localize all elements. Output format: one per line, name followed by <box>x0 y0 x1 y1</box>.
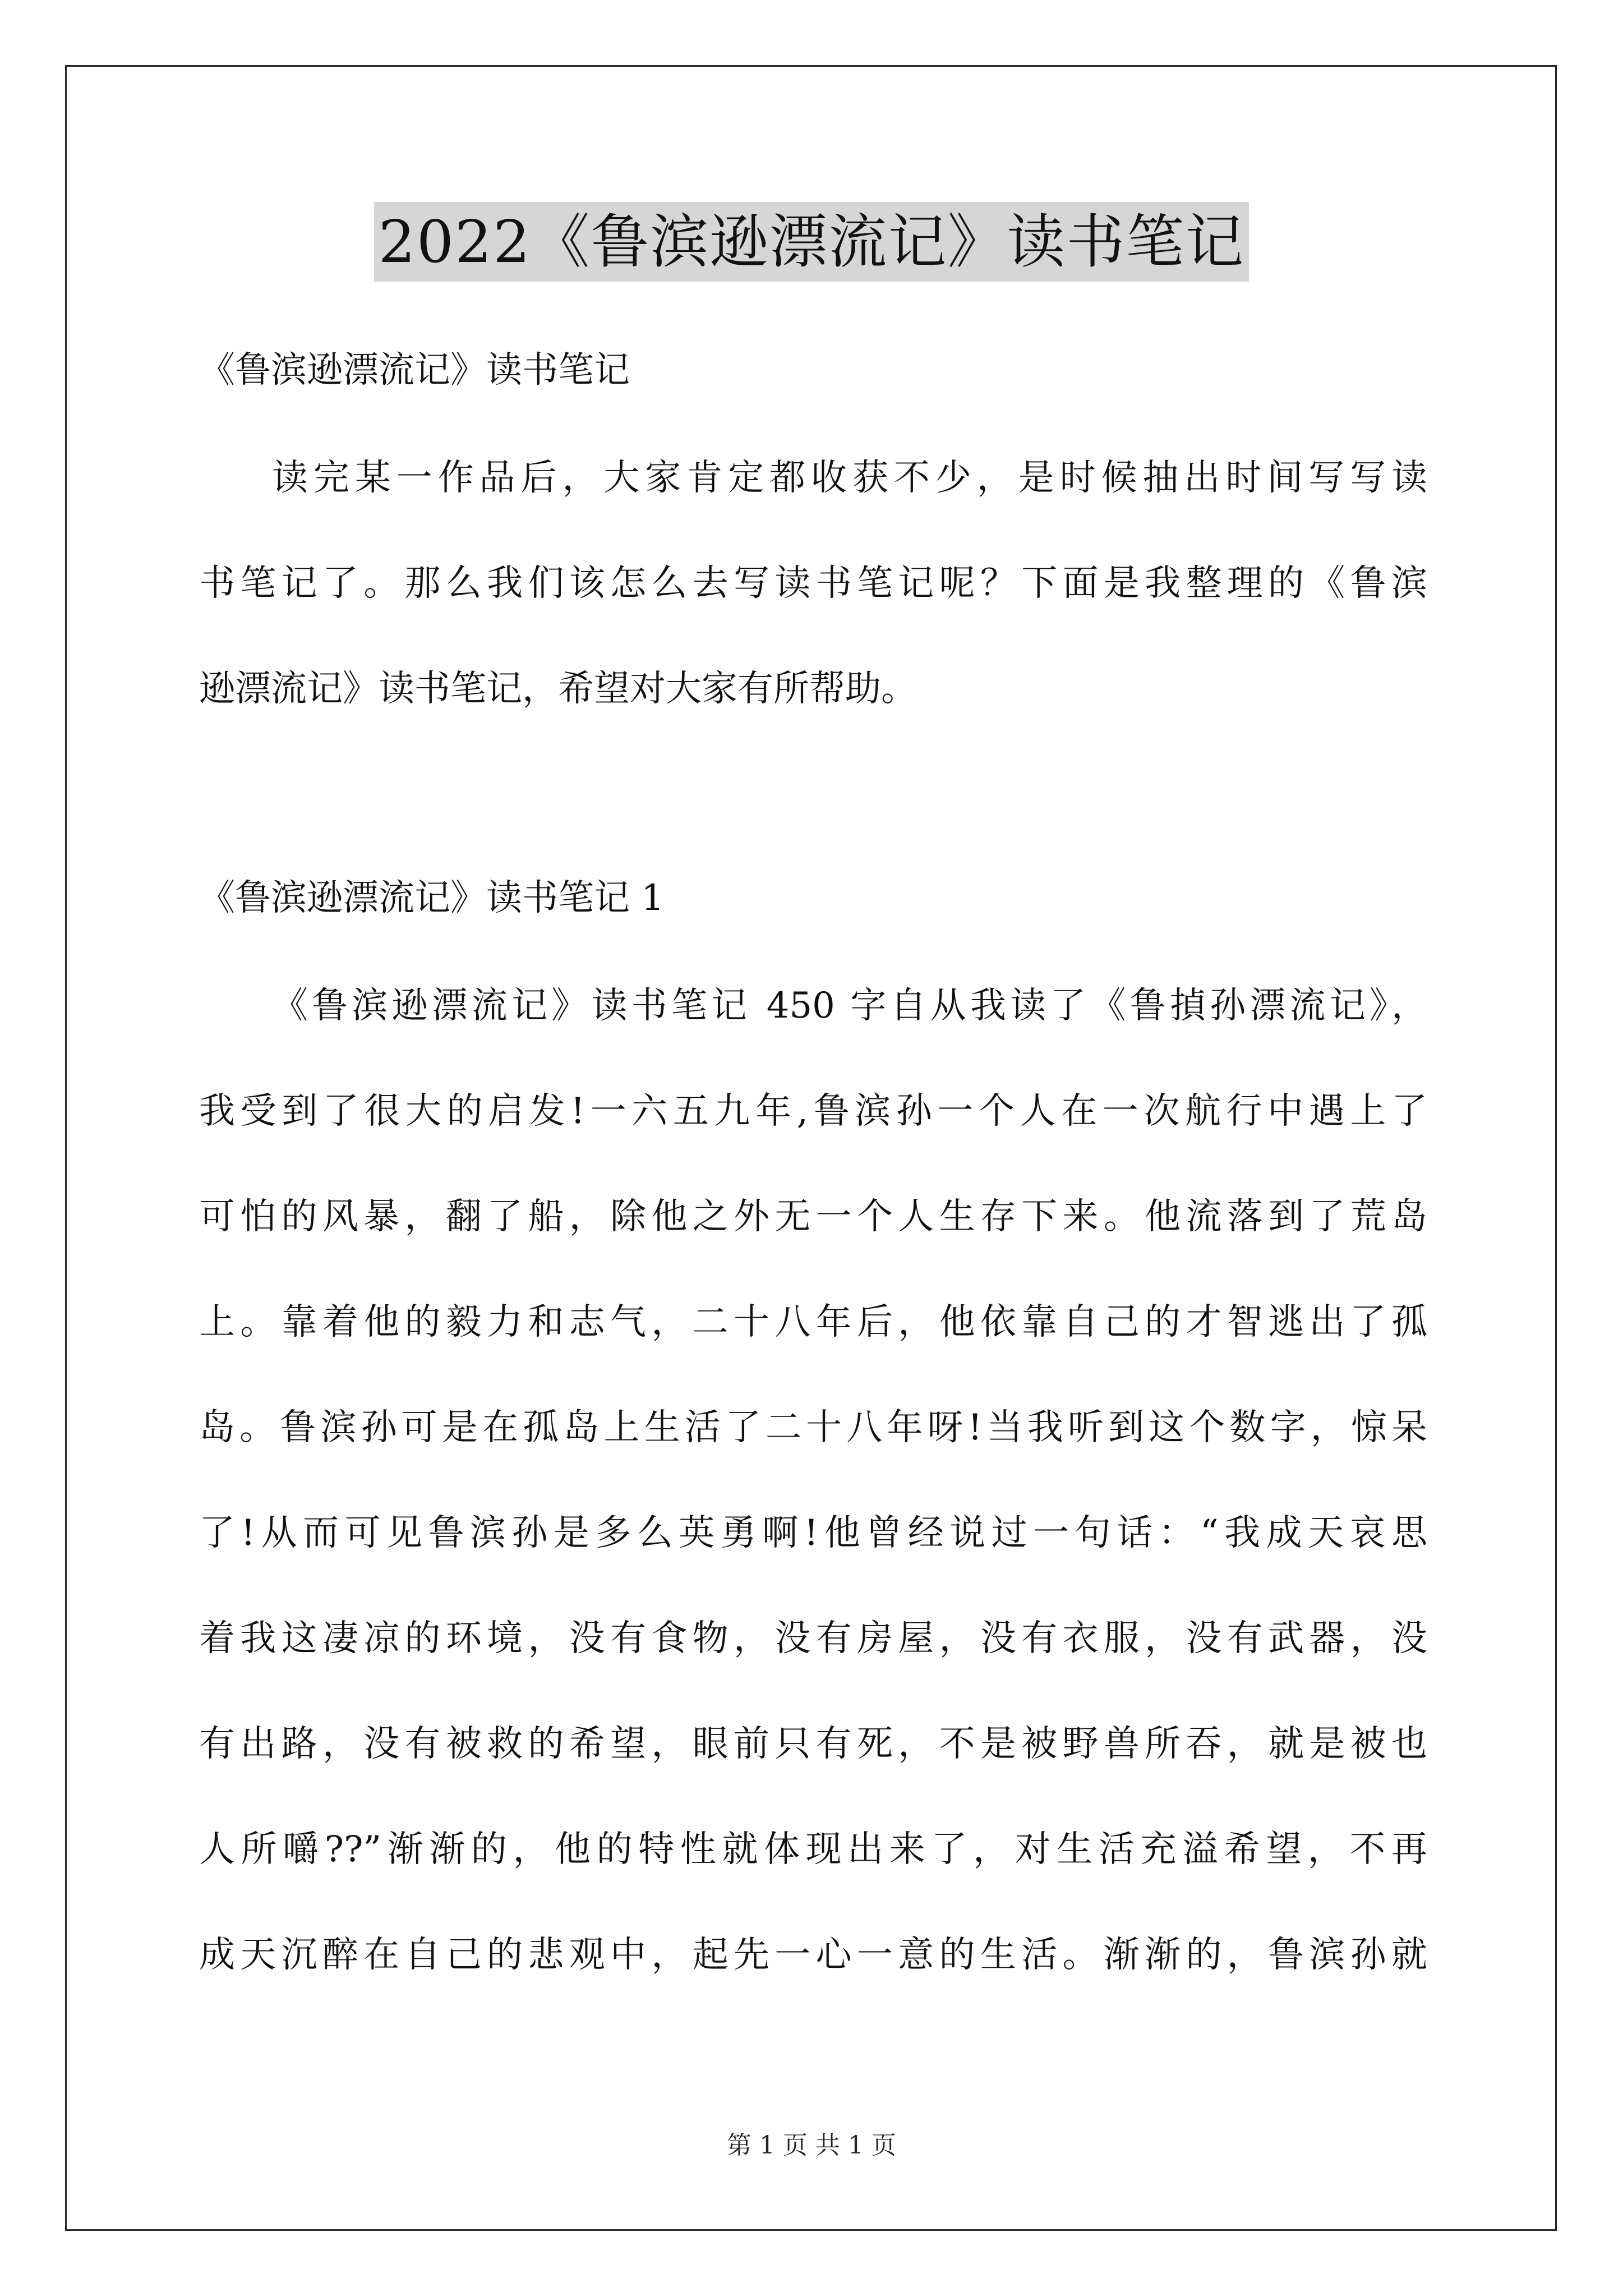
intro-line: 读完某一作品后，大家肯定都收获不少，是时候抽出时间写写读 <box>272 457 1427 499</box>
body-line: 上。靠着他的毅力和志气，二十八年后，他依靠自己的才智逃出了孤 <box>199 1301 1427 1343</box>
body-line: 可怕的风暴，翻了船，除他之外无一个人生存下来。他流落到了荒岛 <box>199 1196 1427 1237</box>
intro-paragraph <box>199 451 1427 716</box>
body-line: 人所嚼??”渐渐的，他的特性就体现出来了，对生活充溢希望，不再 <box>199 1829 1427 1870</box>
intro-line: 逊漂流记》读书笔记，希望对大家有所帮助。 <box>199 668 917 710</box>
body-line: 成天沉醉在自己的悲观中，起先一心一意的生活。渐渐的，鲁滨孙就 <box>199 1934 1427 1976</box>
body-line: 着我这凄凉的环境，没有食物，没有房屋，没有衣服，没有武器，没 <box>199 1618 1427 1659</box>
subtitle: 《鲁滨逊漂流记》读书笔记 <box>199 349 630 391</box>
body-line: 有出路，没有被救的希望，眼前只有死，不是被野兽所吞，就是被也 <box>199 1723 1427 1765</box>
title-wrap <box>0 202 1623 282</box>
section-heading: 《鲁滨逊漂流记》读书笔记 1 <box>199 877 665 919</box>
page-footer: 第 1 页 共 1 页 <box>727 2131 896 2160</box>
document-body <box>199 343 1427 2033</box>
body-paragraph <box>199 979 1427 1982</box>
document-title: 2022《鲁滨逊漂流记》读书笔记 <box>374 202 1249 282</box>
body-line: 岛。鲁滨孙可是在孤岛上生活了二十八年呀!当我听到这个数字，惊呆 <box>199 1407 1427 1448</box>
body-line: 我受到了很大的启发!一六五九年,鲁滨孙一个人在一次航行中遇上了 <box>199 1091 1427 1132</box>
body-line: 了!从而可见鲁滨孙是多么英勇啊!他曾经说过一句话：“我成天哀思 <box>199 1512 1427 1554</box>
intro-line: 书笔记了。那么我们该怎么去写读书笔记呢？下面是我整理的《鲁滨 <box>199 563 1427 604</box>
body-line: 《鲁滨逊漂流记》读书笔记 450 字自从我读了《鲁揁孙漂流记》， <box>272 985 1427 1027</box>
